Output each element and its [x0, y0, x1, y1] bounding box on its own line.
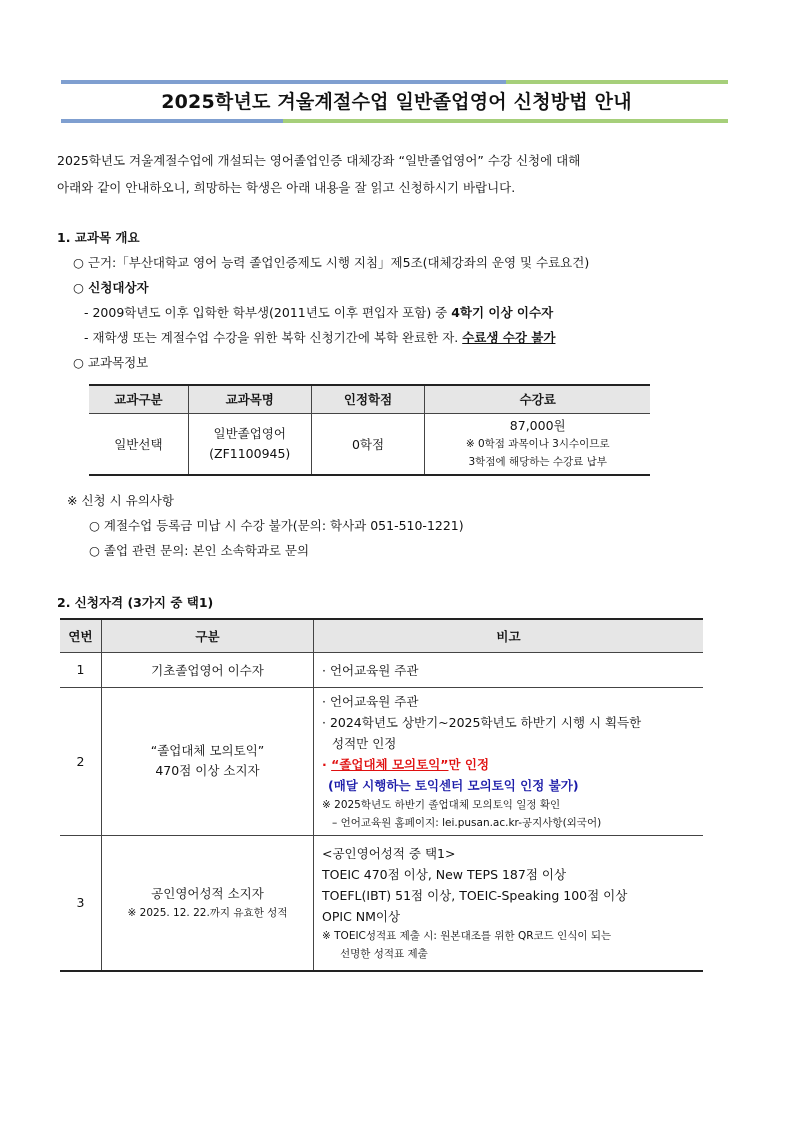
row-2-note-7: – 언어교육원 홈페이지: lei.pusan.ac.kr-공지사항(외국어) — [332, 816, 602, 829]
row-2-note-5: (매달 시행하는 토익센터 모의토익 인정 불가) — [328, 777, 579, 793]
title-bottom-bar-blue — [61, 119, 283, 123]
row-2-note-3: 성적만 인정 — [332, 735, 397, 751]
course-fee: 87,000원 — [509, 418, 566, 434]
header-type: 구분 — [102, 619, 314, 652]
eligibility-row-2 — [60, 687, 703, 835]
row-2-type-line-1: “졸업대체 모의토익” — [150, 743, 265, 758]
fee-note-2: 3학점에 해당하는 수강료 납부 — [468, 456, 607, 469]
target-item-1 — [84, 303, 553, 321]
row-2-note-4 — [322, 754, 703, 775]
header-no: 연번 — [60, 619, 102, 652]
row-3-note-4: OPIC NM이상 — [322, 908, 401, 924]
row-3-note-1: <공인영어성적 중 택1> — [322, 845, 456, 861]
header-note: 비고 — [314, 619, 704, 652]
row-2-type-cell — [102, 687, 314, 835]
basis-text: ○ 근거:「부산대학교 영어 능력 졸업인증제도 시행 지침」제5조(대체강좌의 운영 및 수료요건) — [73, 255, 590, 270]
course-name: 일반졸업영어 — [213, 425, 286, 441]
row-3-note-cell — [314, 835, 704, 971]
title-bottom-bar-green — [283, 119, 728, 123]
course-table-header-row — [89, 385, 650, 413]
row-1-no: 1 — [60, 652, 102, 687]
row-2-note-6: ※ 2025학년도 하반기 졸업대체 모의토익 일정 확인 — [322, 798, 561, 811]
course-credits: 0학점 — [311, 413, 425, 475]
target-item-1-text: - 2009학년도 이후 입학한 학부생(2011년도 이후 편입자 포함) 중 — [84, 305, 452, 320]
row-2-note-cell — [314, 687, 704, 835]
section-2-heading: 2. 신청자격 (3가지 중 택1) — [57, 595, 214, 610]
course-info-heading: ○ 교과목정보 — [73, 355, 149, 370]
caution-item-1: ○ 계절수업 등록금 미납 시 수강 불가(문의: 학사과 051-510-1221) — [89, 518, 464, 533]
course-category: 일반선택 — [89, 413, 188, 475]
header-category: 교과구분 — [89, 385, 188, 413]
section-1-heading: 1. 교과목 개요 — [57, 230, 140, 245]
row-2-note-4-suffix: 만 인정 — [448, 756, 490, 772]
target-item-2-text: - 재학생 또는 계절수업 수강을 위한 복학 신청기간에 복학 완료한 자. — [84, 330, 463, 345]
row-3-note-5: ※ TOEIC성적표 제출 시: 원본대조를 위한 QR코드 인식이 되는 — [322, 929, 612, 942]
eligibility-row-3 — [60, 835, 703, 971]
row-3-type-line-1: 공인영어성적 소지자 — [151, 885, 264, 901]
row-2-note-4-bullet: · — [322, 756, 332, 772]
title-top-bar-blue — [61, 80, 506, 84]
header-course-name: 교과목명 — [188, 385, 311, 413]
row-3-no: 3 — [60, 835, 102, 971]
target-item-2-emphasis: 수료생 수강 불가 — [462, 330, 556, 345]
target-item-1-emphasis: 4학기 이상 이수자 — [451, 305, 554, 320]
course-fee-cell — [425, 413, 650, 475]
row-3-note-2: TOEIC 470점 이상, New TEPS 187점 이상 — [322, 866, 567, 882]
header-fee: 수강료 — [425, 385, 650, 413]
row-3-note-6: 선명한 성적표 제출 — [340, 947, 428, 960]
header-credits: 인정학점 — [311, 385, 425, 413]
row-1-note: · 언어교육원 주관 — [314, 652, 704, 687]
eligibility-table — [60, 618, 703, 972]
row-2-type-line-2: 470점 이상 소지자 — [155, 763, 260, 778]
intro-line-2: 아래와 같이 안내하오니, 희망하는 학생은 아래 내용을 잘 읽고 신청하시기 바랍니다. — [57, 180, 516, 195]
page-title: 2025학년도 겨울계절수업 일반졸업영어 신청방법 안내 — [161, 91, 632, 113]
course-code: (ZF1100945) — [209, 445, 291, 461]
row-2-note-4-emphasis: “졸업대체 모의토익” — [331, 756, 449, 772]
course-name-cell — [188, 413, 311, 475]
row-3-note-3: TOEFL(IBT) 51점 이상, TOEIC-Speaking 100점 이상 — [322, 887, 628, 903]
row-2-note-1: · 언어교육원 주관 — [322, 693, 419, 709]
row-2-note-2: · 2024학년도 상반기~2025학년도 하반기 시행 시 획득한 — [322, 714, 642, 730]
course-table-row — [89, 413, 650, 475]
row-2-no: 2 — [60, 687, 102, 835]
target-item-2 — [84, 328, 555, 346]
fee-note-1: ※ 0학점 과목이나 3시수이므로 — [465, 438, 610, 451]
caution-heading: ※ 신청 시 유의사항 — [67, 493, 174, 508]
title-top-bar-green — [506, 80, 728, 84]
row-1-type: 기초졸업영어 이수자 — [102, 652, 314, 687]
target-heading: ○ 신청대상자 — [73, 280, 149, 295]
eligibility-header-row — [60, 619, 703, 652]
caution-item-2: ○ 졸업 관련 문의: 본인 소속학과로 문의 — [89, 543, 310, 558]
intro-line-1: 2025학년도 겨울계절수업에 개설되는 영어졸업인증 대체강좌 “일반졸업영어” 수강 신청에 대해 — [57, 153, 581, 168]
row-3-type-cell — [102, 835, 314, 971]
course-info-table — [89, 384, 650, 476]
row-3-type-line-2: ※ 2025. 12. 22.까지 유효한 성적 — [127, 906, 288, 919]
eligibility-row-1 — [60, 652, 703, 687]
